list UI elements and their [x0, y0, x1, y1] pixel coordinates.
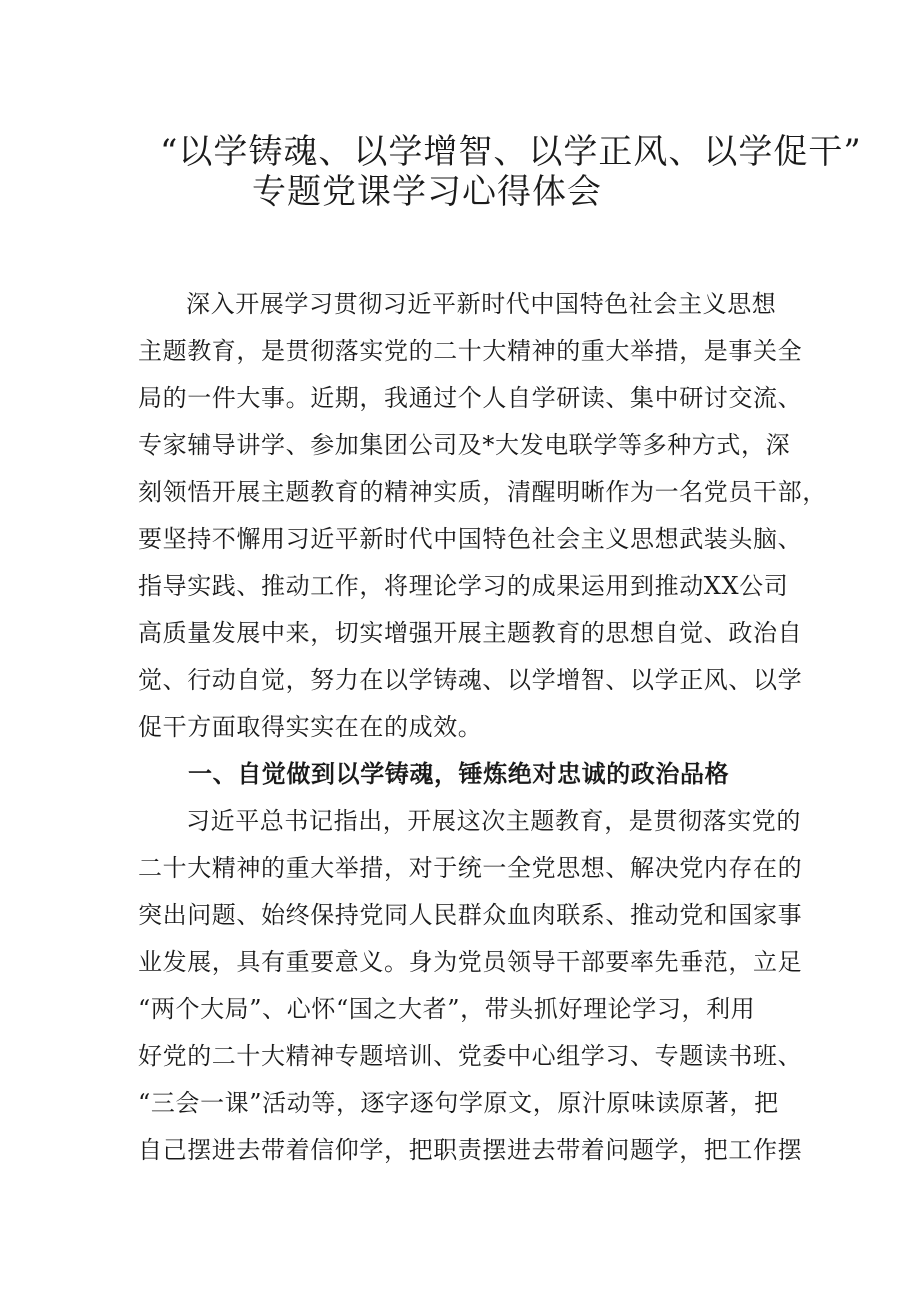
section-heading-1: 一、自觉做到以学铸魂，锤炼绝对忠诚的政治品格 [188, 760, 730, 788]
paragraph-1-line-10: 促干方面取得实实在在的成效。 [138, 713, 483, 741]
paragraph-1-line-6: 要坚持不懈用习近平新时代中国特色社会主义思想武装头脑、 [138, 525, 803, 553]
paragraph-1-line-4: 专家辅导讲学、参加集团公司及*大发电联学等多种方式，深 [138, 431, 791, 459]
document-title-line-1: “以学铸魂、以学增智、以学正风、以学促干” [160, 132, 862, 172]
paragraph-1-line-9: 觉、行动自觉，努力在以学铸魂、以学增智、以学正风、以学 [138, 666, 803, 694]
paragraph-1-line-7: 指导实践、推动工作，将理论学习的成果运用到推动XX公司 [138, 572, 789, 600]
paragraph-2-line-5: “两个大局”、心怀“国之大者”，带头抓好理论学习，利用 [138, 995, 756, 1023]
paragraph-2-line-6: 好党的二十大精神专题培训、党委中心组学习、专题读书班、 [138, 1042, 803, 1070]
paragraph-2-line-2: 二十大精神的重大举措，对于统一全党思想、解决党内存在的 [138, 854, 803, 882]
paragraph-2-line-3: 突出问题、始终保持党同人民群众血肉联系、推动党和国家事 [138, 901, 803, 929]
paragraph-2-line-7: “三会一课”活动等，逐字逐句学原文，原汁原味读原著，把 [138, 1089, 779, 1117]
paragraph-1-line-8: 高质量发展中来，切实增强开展主题教育的思想自觉、政治自 [138, 619, 803, 647]
paragraph-1-line-2: 主题教育，是贯彻落实党的二十大精神的重大举措，是事关全 [138, 337, 803, 365]
paragraph-1-line-3: 局的一件大事。近期，我通过个人自学研读、集中研讨交流、 [138, 384, 803, 412]
document-title-line-2: 专题党课学习心得体会 [252, 172, 602, 212]
paragraph-2-line-1: 习近平总书记指出，开展这次主题教育，是贯彻落实党的 [186, 807, 801, 835]
paragraph-1-line-1: 深入开展学习贯彻习近平新时代中国特色社会主义思想 [186, 290, 777, 318]
paragraph-2-line-4: 业发展，具有重要意义。身为党员领导干部要率先垂范，立足 [138, 948, 803, 976]
paragraph-1-line-5: 刻领悟开展主题教育的精神实质，清醒明晰作为一名党员干部， [138, 478, 827, 506]
paragraph-2-line-8: 自己摆进去带着信仰学，把职责摆进去带着问题学，把工作摆 [138, 1136, 803, 1164]
